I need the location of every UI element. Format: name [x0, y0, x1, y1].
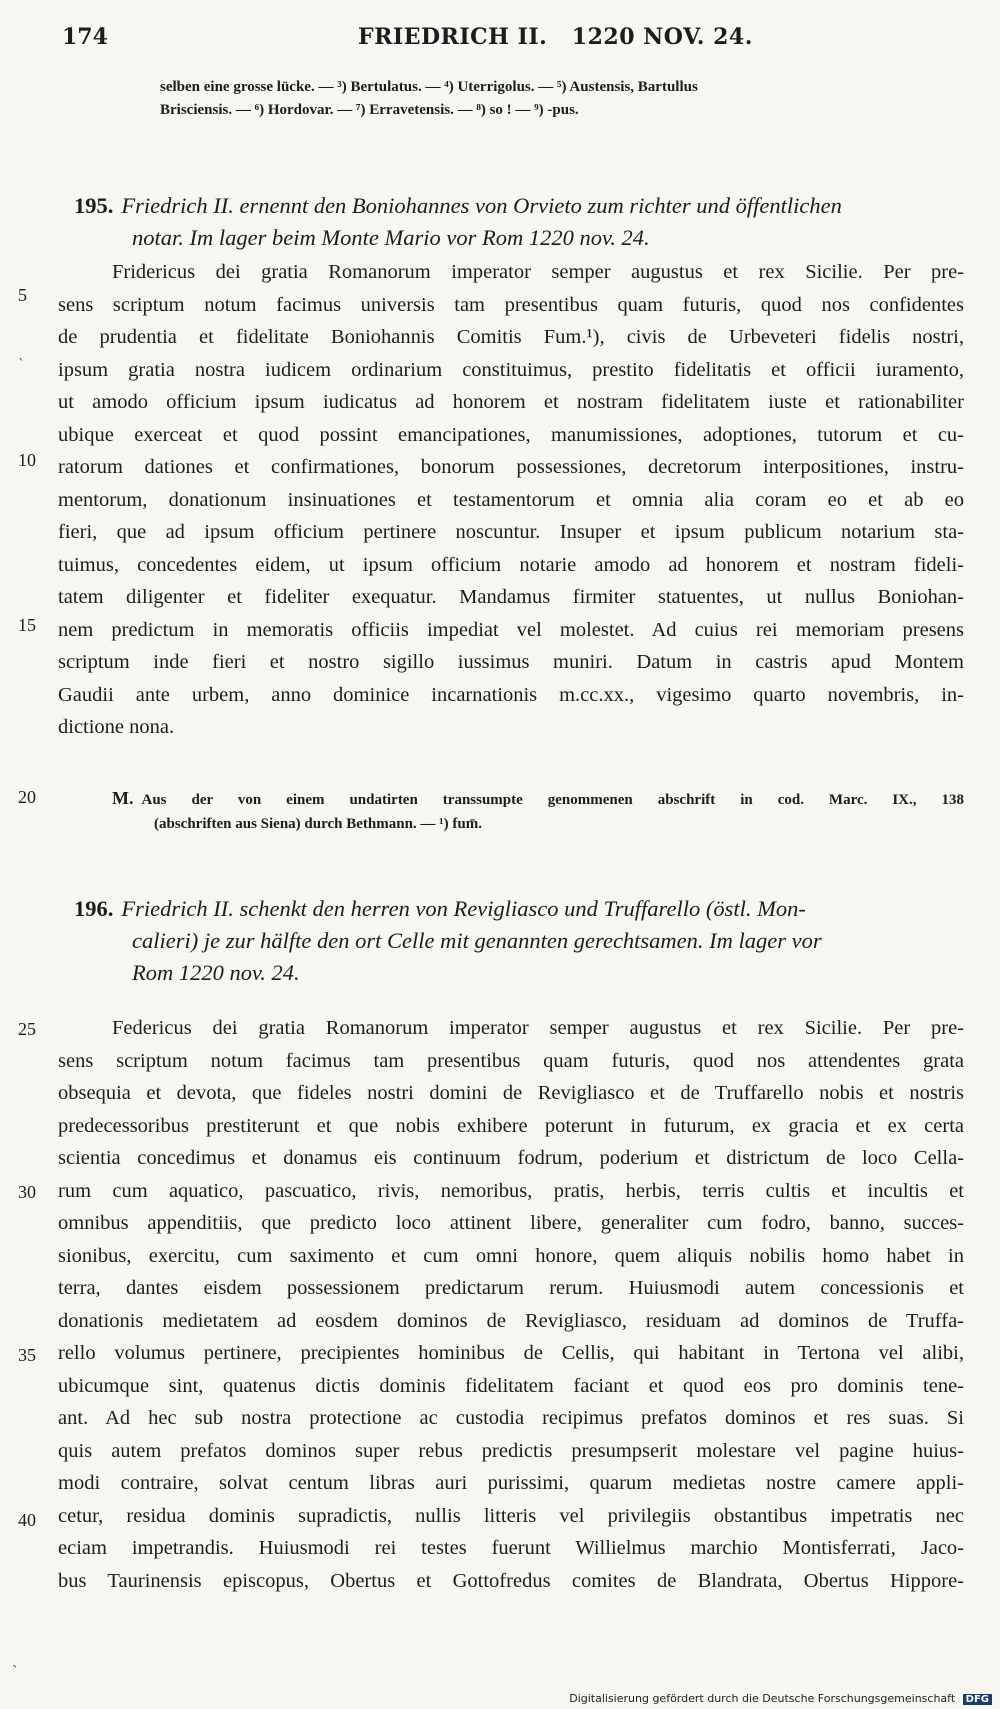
margin-line-number: 25 — [18, 1019, 36, 1039]
text-line: sens scriptum notum facimus tam presentibus quam futuris, quod nos attendentes grata — [58, 1049, 964, 1072]
digitization-note: Digitalisierung gefördert durch die Deutsche Forschungsgemeinschaft — [569, 1692, 956, 1705]
document-195-text — [58, 256, 964, 744]
margin-line-number: 10 — [18, 450, 36, 470]
regest-line: notar. Im lager beim Monte Mario vor Rom 1220 nov. 24. — [132, 225, 650, 250]
text-line: ant. Ad hec sub nostra protectione ac custodia recipimus prefatos dominos et res suas. Si — [58, 1407, 964, 1429]
margin-line-number: 20 — [18, 787, 36, 807]
text-line: terra, dantes eisdem possessionem predictarum rerum. Huiusmodi autem concessionis et — [58, 1277, 964, 1299]
text-line: Fridericus dei gratia Romanorum imperator semper augustus et rex Sicilie. Per pre- — [112, 261, 964, 283]
text-line: ubique exerceat et quod possint emancipationes, manumissiones, adoptiones, tutorum et cu- — [58, 423, 964, 446]
digitization-footer — [569, 1692, 992, 1705]
text-line: tuimus, concedentes eidem, ut ipsum officium notarie amodo ad honorem et nostram fideli- — [58, 553, 964, 576]
margin-line-number: 40 — [18, 1510, 36, 1530]
page-number: 174 — [62, 24, 108, 50]
footnote-line: Brisciensis. — ⁶) Hordovar. — ⁷) Erravetensis. — ⁸) so ! — ⁹) -pus. — [160, 102, 579, 118]
document-number: 196. — [74, 896, 114, 921]
text-line: quis autem prefatos dominos super rebus predictis presumpserit molestare vel pagine huius- — [58, 1439, 964, 1462]
text-line: sens scriptum notum facimus universis tam presentibus quam futuris, quod nos confidentes — [58, 293, 964, 316]
text-line: sionibus, exercitu, cum saximento et cum omni honore, quem aliquis nobilis homo habet in — [58, 1244, 964, 1267]
text-line: obsequia et devota, que fideles nostri domini de Revigliasco et de Truffarello nobis et nostris — [58, 1082, 964, 1104]
text-line: scriptum inde fieri et nostro sigillo iussimus muniri. Datum in castris apud Montem — [58, 651, 964, 673]
note-line: Aus der von einem undatirten transsumpte genommenen abschrift in cod. Marc. IX., 138 — [141, 792, 964, 808]
manuscript-note-195 — [112, 786, 964, 836]
previous-footnotes — [160, 76, 960, 122]
regest-line: calieri) je zur hälfte den ort Celle mit genannten gerechtsamen. Im lager vor — [132, 928, 822, 953]
text-line: donationis medietatem ad eosdem dominos de Revigliasco, residuam ad dominos de Truffa- — [58, 1309, 964, 1332]
document-number: 195. — [74, 193, 114, 218]
margin-mark: ` — [18, 357, 25, 373]
regest-line: Friedrich II. schenkt den herren von Revigliasco und Truffarello (östl. Mon- — [121, 896, 806, 921]
header-title: FRIEDRICH II. 1220 NOV. 24. — [358, 24, 753, 50]
text-line: Federicus dei gratia Romanorum imperator semper augustus et rex Sicilie. Per pre- — [112, 1017, 964, 1039]
text-line: bus Taurinensis episcopus, Obertus et Gottofredus comites de Blandrata, Obertus Hippore- — [58, 1569, 964, 1592]
text-line: Gaudii ante urbem, anno dominice incarnationis m.cc.xx., vigesimo quarto novembris, in- — [58, 683, 964, 706]
note-line: (abschriften aus Siena) durch Bethmann. — ¹) fum̄. — [154, 816, 483, 832]
text-line: scientia concedimus et donamus eis continuum fodrum, poderium et districtum de loco Cella- — [58, 1147, 964, 1169]
text-line: ut amodo officium ipsum iudicatus ad honorem et nostram fidelitatem iuste et rationabiliter — [58, 391, 964, 413]
margin-line-number: 5 — [18, 285, 27, 305]
margin-line-number: 35 — [18, 1345, 36, 1365]
text-line: modi contraire, solvat centum libras auri purissimi, quarum medietas nostre camere appli- — [58, 1472, 964, 1494]
text-line: predecessoribus prestiterunt et que nobis exhibere poterunt in futurum, ex gracia et ex certa — [58, 1114, 964, 1137]
margin-line-number: 15 — [18, 615, 36, 635]
text-line: mentorum, donationum insinuationes et testamentorum et omnia alia coram eo et ab eo — [58, 488, 964, 511]
text-line: nem predictum in memoratis officiis impediat vel molestet. Ad cuius rei memoriam presens — [58, 618, 964, 641]
text-line: rum cum aquatico, pascuatico, rivis, nemoribus, pratis, herbis, terris cultis et incultis et — [58, 1179, 964, 1202]
regest-196 — [74, 893, 964, 989]
margin-mark: ` — [12, 1664, 19, 1680]
text-line: omnibus appenditiis, que predicto loco attinent libere, generaliter cum fodro, banno, succes- — [58, 1212, 964, 1234]
text-line: cetur, residua dominis supradictis, nullis litteris vel privilegiis obstantibus impetratis nec — [58, 1504, 964, 1527]
text-line: fieri, que ad ipsum officium pertinere noscuntur. Insuper et ipsum publicum notarium sta- — [58, 521, 964, 543]
regest-195 — [74, 190, 964, 254]
regest-line: Friedrich II. ernennt den Boniohannes von Orvieto zum richter und öffentlichen — [121, 193, 842, 218]
text-line: rello volumus pertinere, precipientes hominibus de Cellis, qui habitant in Tertona vel alibi, — [58, 1342, 964, 1364]
document-196-text — [58, 1012, 964, 1597]
text-line: dictione nona. — [58, 716, 175, 738]
text-line: de prudentia et fidelitate Boniohannis Comitis Fum.¹), civis de Urbeveteri fidelis nostri, — [58, 326, 964, 348]
footnote-line: selben eine grosse lücke. — ³) Bertulatus. — ⁴) Uterrigolus. — ⁵) Austensis, Bartullus — [160, 79, 698, 95]
manuscript-siglum: M. — [112, 788, 134, 808]
text-line: ubicumque sint, quatenus dictis dominis fidelitatem faciant et quod eos pro dominis tene- — [58, 1374, 964, 1397]
text-line: eciam impetrandis. Huiusmodi rei testes fuerunt Willielmus marchio Montisferrati, Jaco- — [58, 1537, 964, 1559]
dfg-logo: DFG — [963, 1694, 992, 1705]
regest-line: Rom 1220 nov. 24. — [132, 960, 300, 985]
text-line: ipsum gratia nostra iudicem ordinarium constituimus, prestito fidelitatis et officii iuramento, — [58, 358, 964, 381]
text-line: ratorum dationes et confirmationes, bonorum possessiones, decretorum interpositiones, instru- — [58, 456, 964, 478]
margin-line-number: 30 — [18, 1182, 36, 1202]
text-line: tatem diligenter et fideliter exequatur. Mandamus firmiter statuentes, ut nullus Boniohan- — [58, 586, 964, 608]
